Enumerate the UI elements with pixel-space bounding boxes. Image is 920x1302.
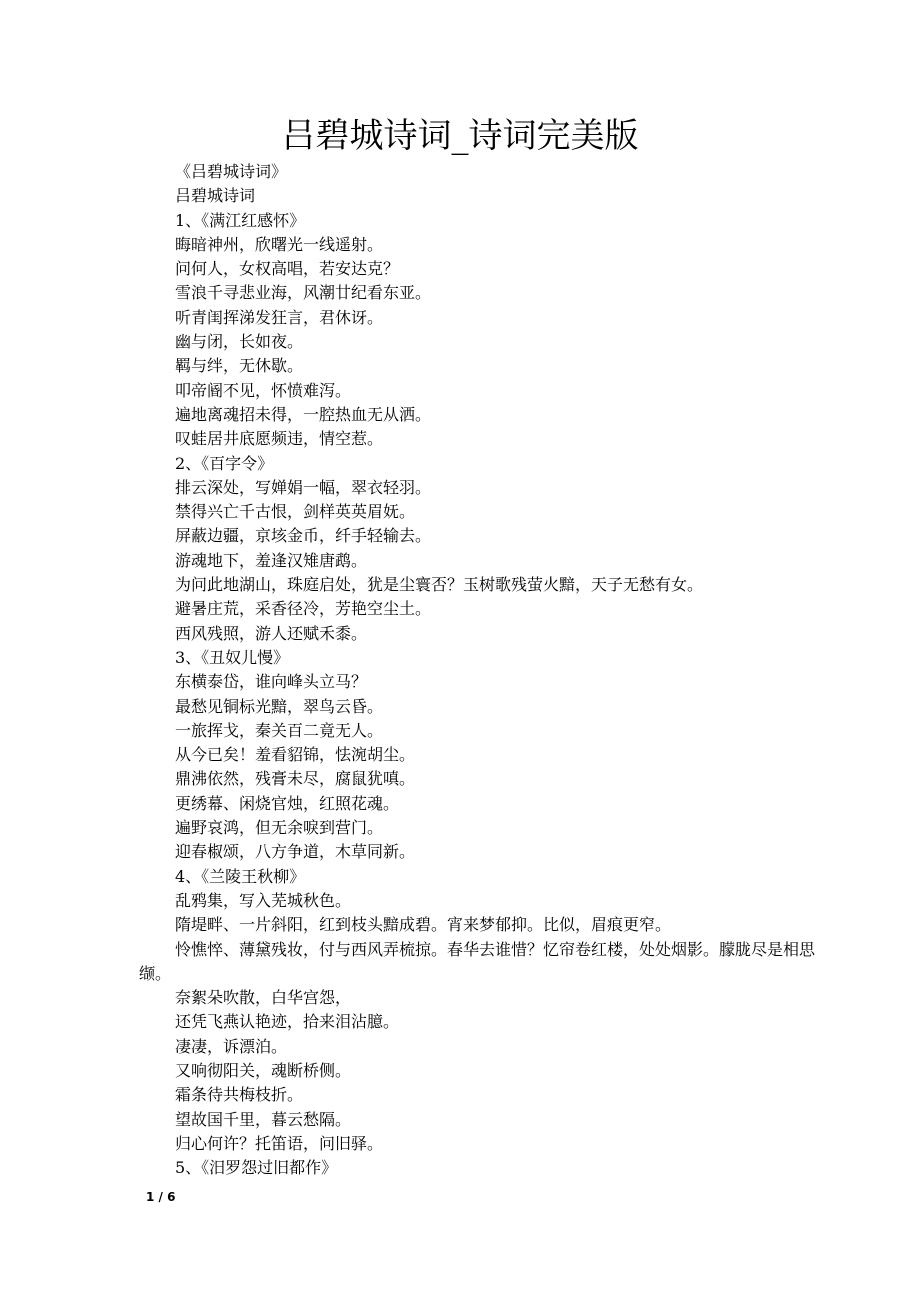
text-line: 叹蛙居井底愿频违，情空惹。 — [175, 429, 384, 449]
poem-heading: 2、《百字令》 — [175, 453, 274, 473]
text-line: 排云深处，写婵娟一幅，翠衣轻羽。 — [175, 477, 432, 497]
text-line: 屏蔽边疆，京垓金币，纤手轻输去。 — [175, 526, 432, 546]
text-line: 问何人，女权高唱，若安达克？ — [175, 259, 400, 279]
text-line: 还凭飞燕认艳迹，拾来泪沾臆。 — [175, 1012, 400, 1032]
text-line: 避暑庄荒，采香径冷，芳艳空尘土。 — [175, 599, 432, 619]
poem-heading: 4、《兰陵王秋柳》 — [175, 866, 306, 886]
text-line: 乱鸦集，写入芜城秋色。 — [175, 890, 352, 910]
text-line: 幽与闭，长如夜。 — [175, 332, 304, 352]
text-line: 禁得兴亡千古恨，剑样英英眉妩。 — [175, 502, 416, 522]
text-line: 吕碧城诗词 — [175, 186, 256, 206]
text-line: 从今已矣！羞看貂锦，怯涴胡尘。 — [175, 745, 416, 765]
text-line: 为问此地湖山，珠庭启处，犹是尘寰否？玉树歌残萤火黯，天子无愁有女。 — [175, 575, 704, 595]
page-title: 吕碧城诗词_诗词完美版 — [281, 116, 639, 156]
text-line: 羁与绊，无休歇。 — [175, 356, 304, 376]
page-number: 1 / 6 — [146, 1190, 176, 1204]
text-line: 鼎沸依然，残膏未尽，腐鼠犹嗔。 — [175, 769, 416, 789]
text-line: 晦暗神州，欣曙光一线遥射。 — [175, 234, 384, 254]
text-line: 凄凄，诉漂泊。 — [175, 1036, 288, 1056]
text-line: 听青闺挥涕发狂言，君休讶。 — [175, 307, 384, 327]
text-line: 游魂地下，羞逢汉雉唐鹉。 — [175, 550, 368, 570]
text-line: 《吕碧城诗词》 — [175, 162, 288, 181]
text-line: 叩帝阍不见，怀愤难泻。 — [175, 380, 352, 400]
text-line: 东横泰岱，谁向峰头立马？ — [175, 672, 368, 692]
text-line: 最愁见铜标光黯，翠鸟云昏。 — [175, 696, 384, 716]
document-body — [139, 160, 819, 1180]
text-line: 怜憔悴、薄黛残妆，付与西风弄梳掠。春华去谁惜？忆帘卷红楼，处处烟影。朦胧尽是相思缬。 — [139, 939, 816, 983]
poem-heading: 3、《丑奴儿慢》 — [175, 647, 290, 667]
text-line: 迎春椒颂，八方争道，木草同新。 — [175, 842, 416, 862]
text-line: 更绣幕、闲烧官烛，红照花魂。 — [175, 793, 400, 813]
text-line: 霜条待共梅枝折。 — [175, 1085, 304, 1105]
text-line: 归心何许？托笛语，问旧驿。 — [175, 1133, 384, 1153]
text-line: 隋堤畔、一片斜阳，红到枝头黯成碧。宵来梦郁抑。比似，眉痕更窄。 — [175, 915, 672, 935]
text-line: 西风残照，游人还赋禾黍。 — [175, 623, 368, 643]
text-line: 遍野哀鸿，但无余唳到营门。 — [175, 818, 384, 838]
text-line: 望故国千里，暮云愁隔。 — [175, 1109, 352, 1129]
poem-heading: 5、《汨罗怨过旧都作》 — [175, 1158, 338, 1178]
text-line: 遍地离魂招未得，一腔热血无从洒。 — [175, 404, 432, 424]
text-line: 雪浪千寻悲业海，风潮廿纪看东亚。 — [175, 283, 432, 303]
poem-heading: 1、《满江红感怀》 — [175, 210, 306, 230]
text-line: 一旅挥戈，秦关百二竟无人。 — [175, 720, 384, 740]
text-line: 又响彻阳关，魂断桥侧。 — [175, 1060, 352, 1080]
text-line: 奈絮朵吹散，白华宫怨， — [175, 988, 352, 1008]
